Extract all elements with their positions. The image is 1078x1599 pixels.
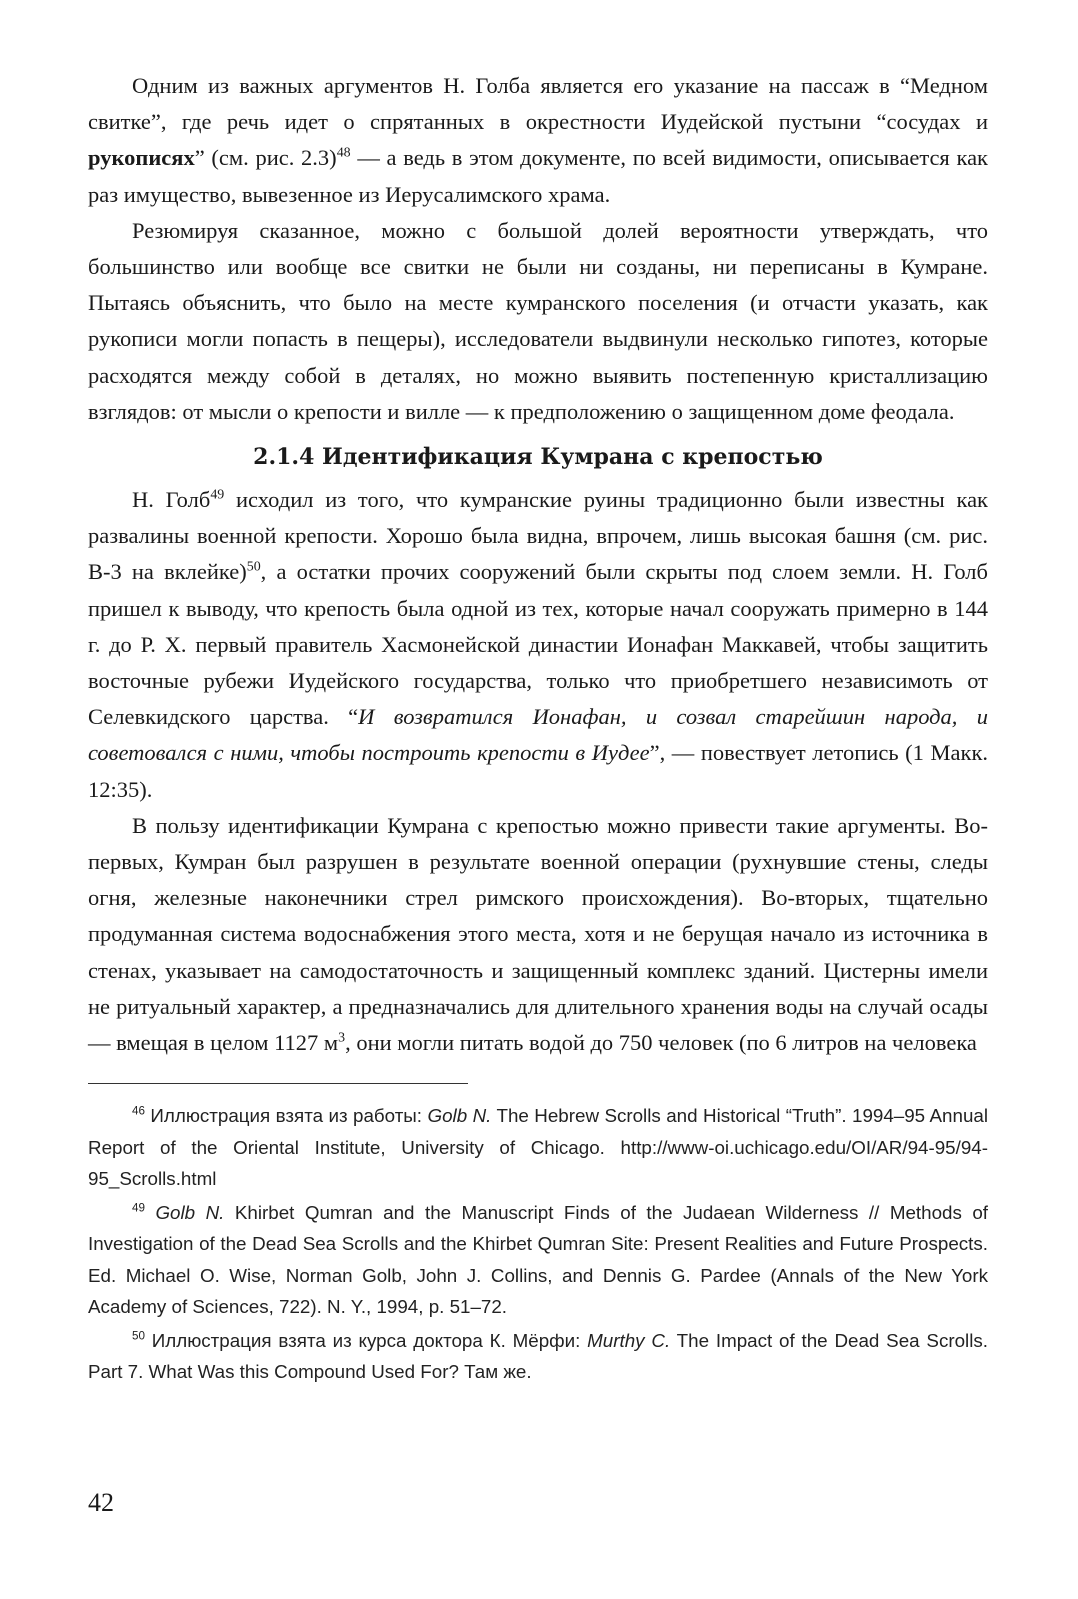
text-run: [145, 1202, 155, 1223]
text-run: Иллюстрация взята из курса доктора К. Мёрфи:: [144, 1329, 588, 1351]
footnote-number: 49: [132, 1201, 145, 1215]
text-run: Одним из важных аргументов Н. Голба является его указание на пассаж в “Медном свитке”, где речь идет о спрятанных в окрестности Иудейской пустыни “сосудах и: [88, 73, 988, 135]
page: [88, 68, 988, 1390]
footnote-number: 46: [132, 1105, 145, 1119]
footnote-ref: 48: [336, 145, 351, 161]
footnotes: [88, 1100, 988, 1388]
text-run: ” (см. рис. 2.3): [194, 145, 337, 171]
page-number: 42: [88, 1488, 114, 1517]
text-run: , а остатки прочих сооружений были скрыты под слоем земли. Н. Голб пришел к выводу, что крепость была одной из тех, которые начал сооружать примерно в 144 г. до Р. Х. первый правитель Хасмонейской династии Ионафан Маккавей, чтобы защитить восточные рубежи Иудейского государства, только что приобретшего независимоть от Селевкидского царства. “: [88, 559, 988, 730]
text-run: Иллюстрация взята из работы:: [144, 1105, 428, 1127]
author-name: Golb N.: [155, 1201, 225, 1223]
paragraph-2: Резюмируя сказанное, можно с большой долей вероятности утверждать, что большинство или вообще все свитки не были ни созданы, ни переписаны в Кумране. Пытаясь объяснить, что было на месте кумранского поселения (и отчасти указать, как рукописи могли попасть в пещеры), исследователи выдвинули несколько гипотез, которые расходятся между собой в деталях, но можно выявить постепенную кристаллизацию взглядов: от мысли о крепости и вилле — к предположению о защищенном доме феодала.: [88, 217, 988, 424]
main-text: [88, 68, 988, 1061]
text-run: , они могли питать водой до 750 человек (по 6 литров на человека: [345, 1030, 977, 1056]
bold-term: рукописях: [88, 145, 195, 171]
footnote-ref: 50: [246, 559, 261, 575]
text-run: The Hebrew Scrolls and Historical “Truth”. 1994–95 Annual Report of the Oriental Institute, University of Chicago. http://www-oi.uchicago.edu/OI/AR/94-95/94-95_Scrolls.html: [88, 1105, 989, 1190]
section-heading: 2.1.4 Идентификация Кумрана с крепостью: [253, 444, 823, 471]
footnote-49: [88, 1197, 988, 1323]
superscript: 3: [338, 1030, 346, 1046]
text-run: исходил из того, что кумранские руины традиционно были известны как развалины военной крепости. Хорошо была видна, впрочем, лишь высокая башня (см. рис. В-3 на вклейке): [88, 487, 988, 585]
footnote-46: [88, 1100, 988, 1195]
paragraph-4: [88, 808, 988, 1061]
text-run: В пользу идентификации Кумрана с крепостью можно привести такие аргументы. Во-первых, Кумран был разрушен в результате военной операции (рухнувшие стены, следы огня, железные наконечники стрел римского происхождения). Во-вторых, тщательно продуманная система водоснабжения этого места, хотя и не берущая начало из источника в стенах, указывает на самодостаточность и защищенный комплекс зданий. Цистерны имели не ритуальный характер, а предназначались для длительного хранения воды на случай осады — вмещая в целом 1127 м: [88, 812, 988, 1056]
author-name: Murthy C.: [587, 1329, 671, 1351]
text-run: — а ведь в этом документе, по всей видимости, описывается как раз имущество, вывезенное из Иерусалимского храма.: [88, 145, 988, 207]
footnote-number: 50: [132, 1329, 145, 1343]
footnote-divider: [88, 1083, 468, 1084]
paragraph-3: [88, 482, 988, 808]
footnote-ref: 49: [210, 487, 225, 503]
footnote-50: [88, 1325, 988, 1388]
text-run: ”, — повествует летопись (1 Макк. 12:35).: [88, 740, 988, 802]
author-name: Golb N.: [427, 1105, 492, 1127]
text-run: Khirbet Qumran and the Manuscript Finds of the Judaean Wilderness // Methods of Investigation of the Dead Sea Scrolls and the Khirbet Qumran Site: Present Realities and Future Prospects. Ed. Michael O. Wise, Norman Golb, John J. Collins, and Dennis G. Pardee (Annals of the New York Academy of Sciences, 722). N. Y., 1994, p. 51–72.: [88, 1201, 989, 1318]
paragraph-1: [88, 68, 988, 213]
text-run: The Impact of the Dead Sea Scrolls. Part 7. What Was this Compound Used For? Там же.: [88, 1329, 988, 1383]
text-run: Н. Голб: [132, 487, 211, 513]
italic-quote: И возвратился Ионафан, и созвал старейшин народа, и советовался с ними, чтобы построить крепости в Иудее: [88, 704, 988, 766]
